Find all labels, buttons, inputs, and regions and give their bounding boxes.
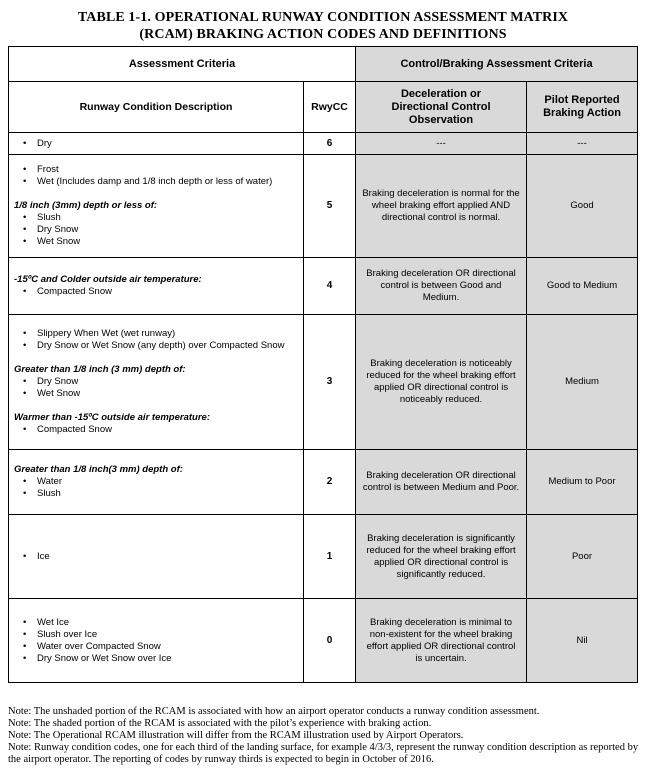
list-item: • Frost (23, 164, 59, 175)
pilot-braking-action: Nil (527, 599, 638, 683)
condition-qualifier: -15ºC and Colder outside air temperature: (14, 274, 202, 285)
pilot-braking-action: Medium (527, 315, 638, 450)
note: Note: The Operational RCAM illustration will differ from the RCAM illustration used by Airport Operators. (8, 730, 464, 741)
rwycc-code: 6 (304, 133, 356, 155)
list-item: • Slush (23, 212, 61, 223)
note: Note: Runway condition codes, one for each third of the landing surface, for example 4/3/3, represent the runway condition description as reported by the airport operator. The reporting of codes by runway thirds is expected to begin in October of 2016. (8, 742, 639, 765)
deceleration-observation: Braking deceleration is minimal to non-existent for the wheel braking effort applied OR directional control is uncertain. (356, 599, 527, 683)
condition-list (14, 424, 298, 436)
header-deceleration-line-2: Directional Control (391, 100, 491, 113)
rcam-table (8, 46, 638, 683)
table-row (9, 450, 638, 515)
condition-description (9, 133, 304, 155)
table-row (9, 515, 638, 599)
header-control-braking-criteria: Control/Braking Assessment Criteria (356, 47, 638, 82)
list-item: • Dry (23, 137, 52, 149)
list-item: • Slush (23, 488, 61, 499)
deceleration-observation: Braking deceleration is normal for the wheel braking effort applied AND directional control is normal. (356, 155, 527, 258)
pilot-braking-action: Medium to Poor (527, 450, 638, 515)
condition-qualifier: 1/8 inch (3mm) depth or less of: (14, 200, 158, 211)
rwycc-code: 0 (304, 599, 356, 683)
title-line-2: (RCAM) BRAKING ACTION CODES AND DEFINITIONS (139, 27, 507, 42)
header-pilot-braking-action (527, 82, 638, 133)
deceleration-observation: Braking deceleration is noticeably reduced for the wheel braking effort applied OR directional control is noticeably reduced. (356, 315, 527, 450)
table-row (9, 258, 638, 315)
header-deceleration-line-3: Observation (408, 113, 474, 126)
table-row (9, 155, 638, 258)
condition-list (14, 328, 298, 352)
deceleration-observation: --- (356, 133, 527, 155)
rwycc-code: 5 (304, 155, 356, 258)
condition-qualifier: Greater than 1/8 inch(3 mm) depth of: (14, 464, 183, 475)
table-title (0, 9, 646, 43)
list-item: • Water over Compacted Snow (23, 640, 161, 652)
note: Note: The unshaded portion of the RCAM is associated with how an airport operator conducts a runway condition assessment. (8, 706, 540, 717)
header-deceleration-line-1: Deceleration or (400, 87, 482, 100)
header-assessment-criteria: Assessment Criteria (9, 47, 356, 82)
condition-description (9, 515, 304, 599)
condition-list (14, 212, 298, 248)
list-item: • Dry Snow (23, 224, 79, 235)
pilot-braking-action: Good to Medium (527, 258, 638, 315)
rwycc-code: 1 (304, 515, 356, 599)
rwycc-code: 4 (304, 258, 356, 315)
condition-description (9, 258, 304, 315)
list-item: • Wet Snow (23, 236, 81, 247)
condition-list (14, 376, 298, 400)
condition-list (14, 164, 298, 188)
condition-qualifier: Greater than 1/8 inch (3 mm) depth of: (14, 364, 186, 375)
list-item: • Dry Snow or Wet Snow (any depth) over Compacted Snow (23, 340, 285, 351)
table-row (9, 133, 638, 155)
header-pilot-line-2: Braking Action (543, 107, 621, 119)
header-deceleration-observation (356, 82, 527, 133)
condition-qualifier: Warmer than -15ºC outside air temperature: (14, 412, 210, 423)
condition-list (14, 476, 298, 500)
header-rwycc: RwyCC (304, 82, 356, 133)
condition-list (14, 138, 298, 150)
title-line-1: TABLE 1-1. OPERATIONAL RUNWAY CONDITION ASSESSMENT MATRIX (77, 10, 569, 25)
rwycc-code: 2 (304, 450, 356, 515)
list-item: • Dry Snow (23, 376, 79, 387)
deceleration-observation: Braking deceleration is significantly reduced for the wheel braking effort applied OR directional control is significantly reduced. (356, 515, 527, 599)
list-item: • Ice (23, 550, 50, 562)
list-item: • Compacted Snow (23, 424, 112, 435)
condition-description (9, 599, 304, 683)
list-item: • Slush over Ice (23, 628, 98, 640)
pilot-braking-action: Poor (527, 515, 638, 599)
list-item: • Dry Snow or Wet Snow over Ice (23, 652, 172, 664)
list-item: • Wet Snow (23, 388, 81, 399)
rwycc-code: 3 (304, 315, 356, 450)
list-item: • Compacted Snow (23, 286, 112, 297)
condition-description (9, 450, 304, 515)
list-item: • Slippery When Wet (wet runway) (23, 328, 176, 339)
condition-list (14, 617, 298, 665)
list-item: • Wet Ice (23, 616, 70, 628)
condition-description (9, 315, 304, 450)
header-runway-condition-description: Runway Condition Description (9, 82, 304, 133)
list-item: • Water (23, 476, 62, 487)
pilot-braking-action: Good (527, 155, 638, 258)
note: Note: The shaded portion of the RCAM is associated with the pilot’s experience with braking action. (8, 718, 432, 729)
pilot-braking-action: --- (527, 133, 638, 155)
deceleration-observation: Braking deceleration OR directional control is between Medium and Poor. (356, 450, 527, 515)
condition-description (9, 155, 304, 258)
table-row (9, 315, 638, 450)
condition-list (14, 551, 298, 563)
table-notes (8, 706, 640, 766)
deceleration-observation: Braking deceleration OR directional control is between Good and Medium. (356, 258, 527, 315)
header-pilot-line-1: Pilot Reported (544, 94, 620, 106)
condition-list (14, 286, 298, 298)
table-row (9, 599, 638, 683)
list-item: • Wet (Includes damp and 1/8 inch depth or less of water) (23, 176, 273, 187)
